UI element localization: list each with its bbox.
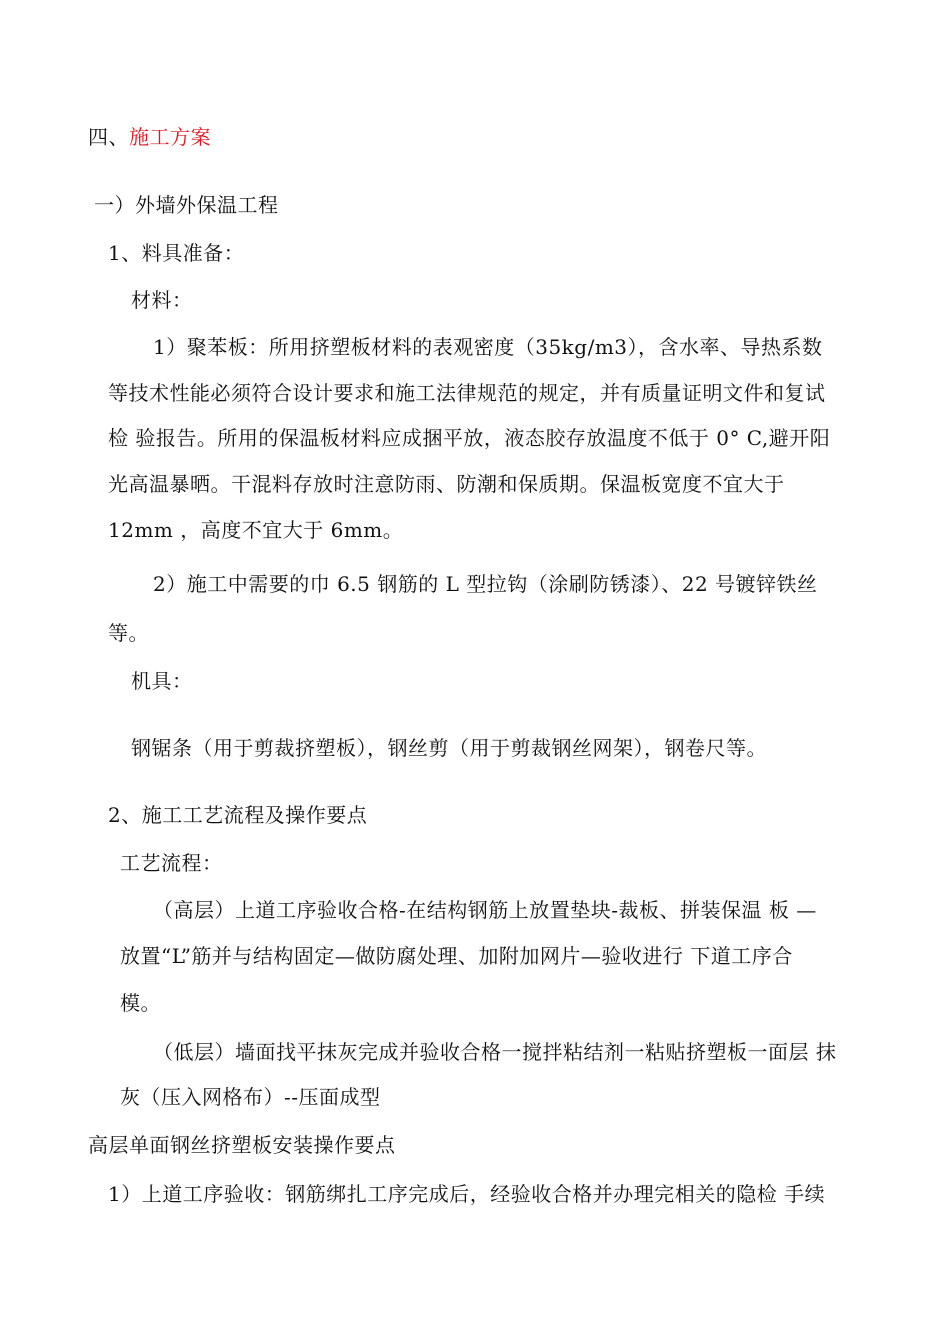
subsection-title: 一）外墙外保温工程 [94,193,279,217]
paragraph-line: 1）聚苯板：所用挤塑板材料的表观密度（35kg/m3），含水率、导热系数 [153,335,823,359]
section-heading-prefix: 四、 [88,125,129,149]
process-line: 模。 [120,991,161,1015]
paragraph-line: 等。 [108,621,149,645]
key-points-title: 高层单面钢丝挤塑板安装操作要点 [88,1133,396,1157]
process-line: （高层）上道工序验收合格-在结构钢筋上放置垫块-裁板、拼装保温 板 — [153,898,817,922]
item-1-title: 1、料具准备： [108,241,245,265]
section-heading-title: 施工方案 [129,125,211,149]
paragraph-line: 2）施工中需要的巾 6.5 钢筋的 L 型拉钩（涂刷防锈漆）、22 号镀锌铁丝 [153,572,818,596]
paragraph-line: 检 验报告。所用的保温板材料应成捆平放，液态胶存放温度不低于 0° C,避开阳 [108,426,831,450]
process-line: 灰（压入网格布）--压面成型 [120,1085,381,1109]
paragraph-line: 光高温暴晒。干混料存放时注意防雨、防潮和保质期。保温板宽度不宜大于 [108,472,785,496]
paragraph-line: 12mm ，高度不宜大于 6mm。 [108,518,404,542]
materials-label: 材料： [131,288,193,312]
paragraph-line: 等技术性能必须符合设计要求和施工法律规范的规定，并有质量证明文件和复试 [108,381,826,405]
key-points-step: 1）上道工序验收：钢筋绑扎工序完成后，经验收合格并办理完相关的隐检 手续 [108,1182,826,1206]
item-2-title: 2、施工工艺流程及操作要点 [108,803,368,827]
tools-label: 机具： [131,669,193,693]
process-label: 工艺流程： [120,851,223,875]
section-heading [88,124,211,150]
tools-text: 钢锯条（用于剪裁挤塑板），钢丝剪（用于剪裁钢丝网架），钢卷尺等。 [131,736,767,760]
process-line: 放置“L”筋并与结构固定—做防腐处理、加附加网片—验收进行 下道工序合 [120,944,793,968]
process-line: （低层）墙面找平抹灰完成并验收合格一搅拌粘结剂一粘贴挤塑板一面层 抹 [153,1040,837,1064]
